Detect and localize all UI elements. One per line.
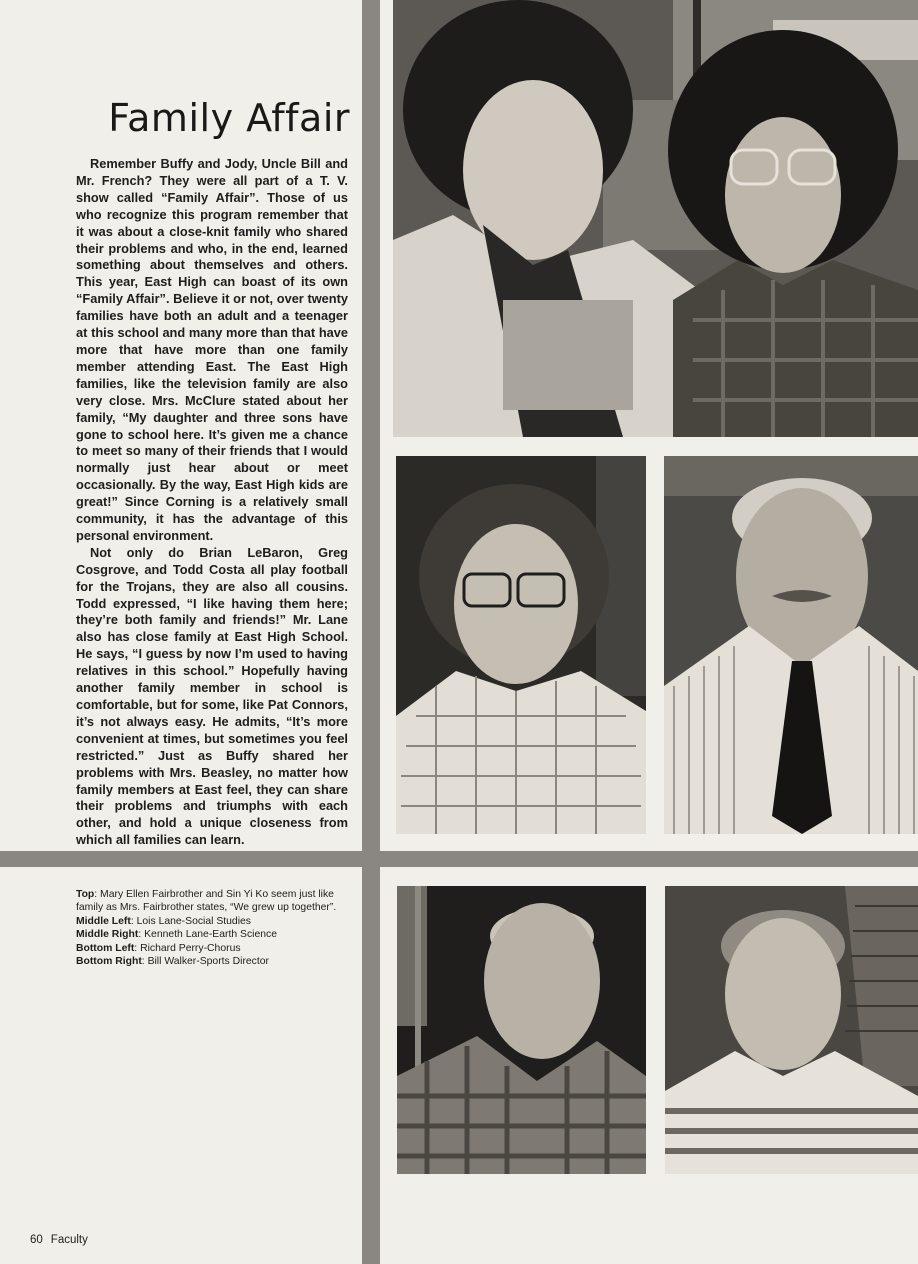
caption-middle-right [76,928,358,941]
caption-middle-left [76,915,358,928]
photo-bottom-right-image [665,886,918,1174]
page-title: Family Affair [108,96,350,140]
story-paragraph-1: Remember Buffy and Jody, Uncle Bill and Mr. French? They were all part of a T. V. show called “Family Affair”. Those of us who recognize this program remember that it was about a close-knit family who shared their problems and who, in the end, learned something about themselves and others. This year, East High can boast of its own “Family Affair”. Believe it or not, over twenty families have both an adult and a teenager at this school and many more than that have more that have more than one family member attending East. The East High families, like the television family are also very close. Mrs. McClure stated about her family, “My daughter and three sons have gone to school here. It’s given me a chance to meet so many of their friends that I would normally just hear about or meet occasionally. By the way, East High kids are great!” Since Corning is a relatively small community, it has the advantage of this personal environment. [76,156,348,543]
caption-bottom-right-text: : Bill Walker-Sports Director [141,956,270,968]
photo-bottom-left [397,886,646,1174]
page-number: 60 [30,1234,43,1246]
photo-bottom-right [665,886,918,1174]
horizontal-gutter-bar [0,851,918,867]
caption-top-text: : Mary Ellen Fairbrother and Sin Yi Ko seem just like family as Mrs. Fairbrother states, “We grew up together”. [76,889,337,914]
photo-middle-left-image [396,456,646,834]
caption-bottom-right [76,955,358,968]
caption-bottom-left [76,942,358,955]
caption-top-label: Top [76,889,95,900]
section-name: Faculty [50,1234,88,1246]
caption-middle-right-label: Middle Right [76,929,139,941]
caption-bottom-right-label: Bottom Right [76,956,142,968]
vertical-gutter-bar [362,0,380,1264]
photo-bottom-left-image [397,886,646,1174]
caption-middle-left-label: Middle Left [76,915,131,927]
photo-middle-right-image [664,456,918,834]
photo-caption [76,888,358,968]
photo-middle-left [396,456,646,834]
caption-bottom-left-text: : Richard Perry-Chorus [134,942,241,954]
photo-top [393,0,918,437]
caption-top [76,888,358,915]
page-folio [30,1234,96,1246]
photo-middle-right [664,456,918,834]
caption-middle-right-text: : Kenneth Lane-Earth Science [138,929,277,941]
caption-middle-left-text: : Lois Lane-Social Studies [130,915,251,927]
photo-top-image [393,0,918,437]
story-paragraph-2: Not only do Brian LeBaron, Greg Cosgrove, and Todd Costa all play football for the Trojans, they are also all cousins. Todd expressed, “I like having them here; they’re both family and friends!” Mr. Lane also has close family at East High School. He says, “I guess by now I’m used to having relatives in this school.” Hopefully having another family member in school is comfortable, but for some, like Pat Connors, it’s not always easy. He admits, “It’s more convenient at times, but sometimes you feel restricted.” Just as Buffy shared her problems with Mrs. Beasley, no matter how family members at East feel, they can share their problems and triumphs with each other, and hold a unique closeness from which all families can learn. [76,544,348,848]
caption-bottom-left-label: Bottom Left [76,942,135,954]
story-body [76,156,348,849]
